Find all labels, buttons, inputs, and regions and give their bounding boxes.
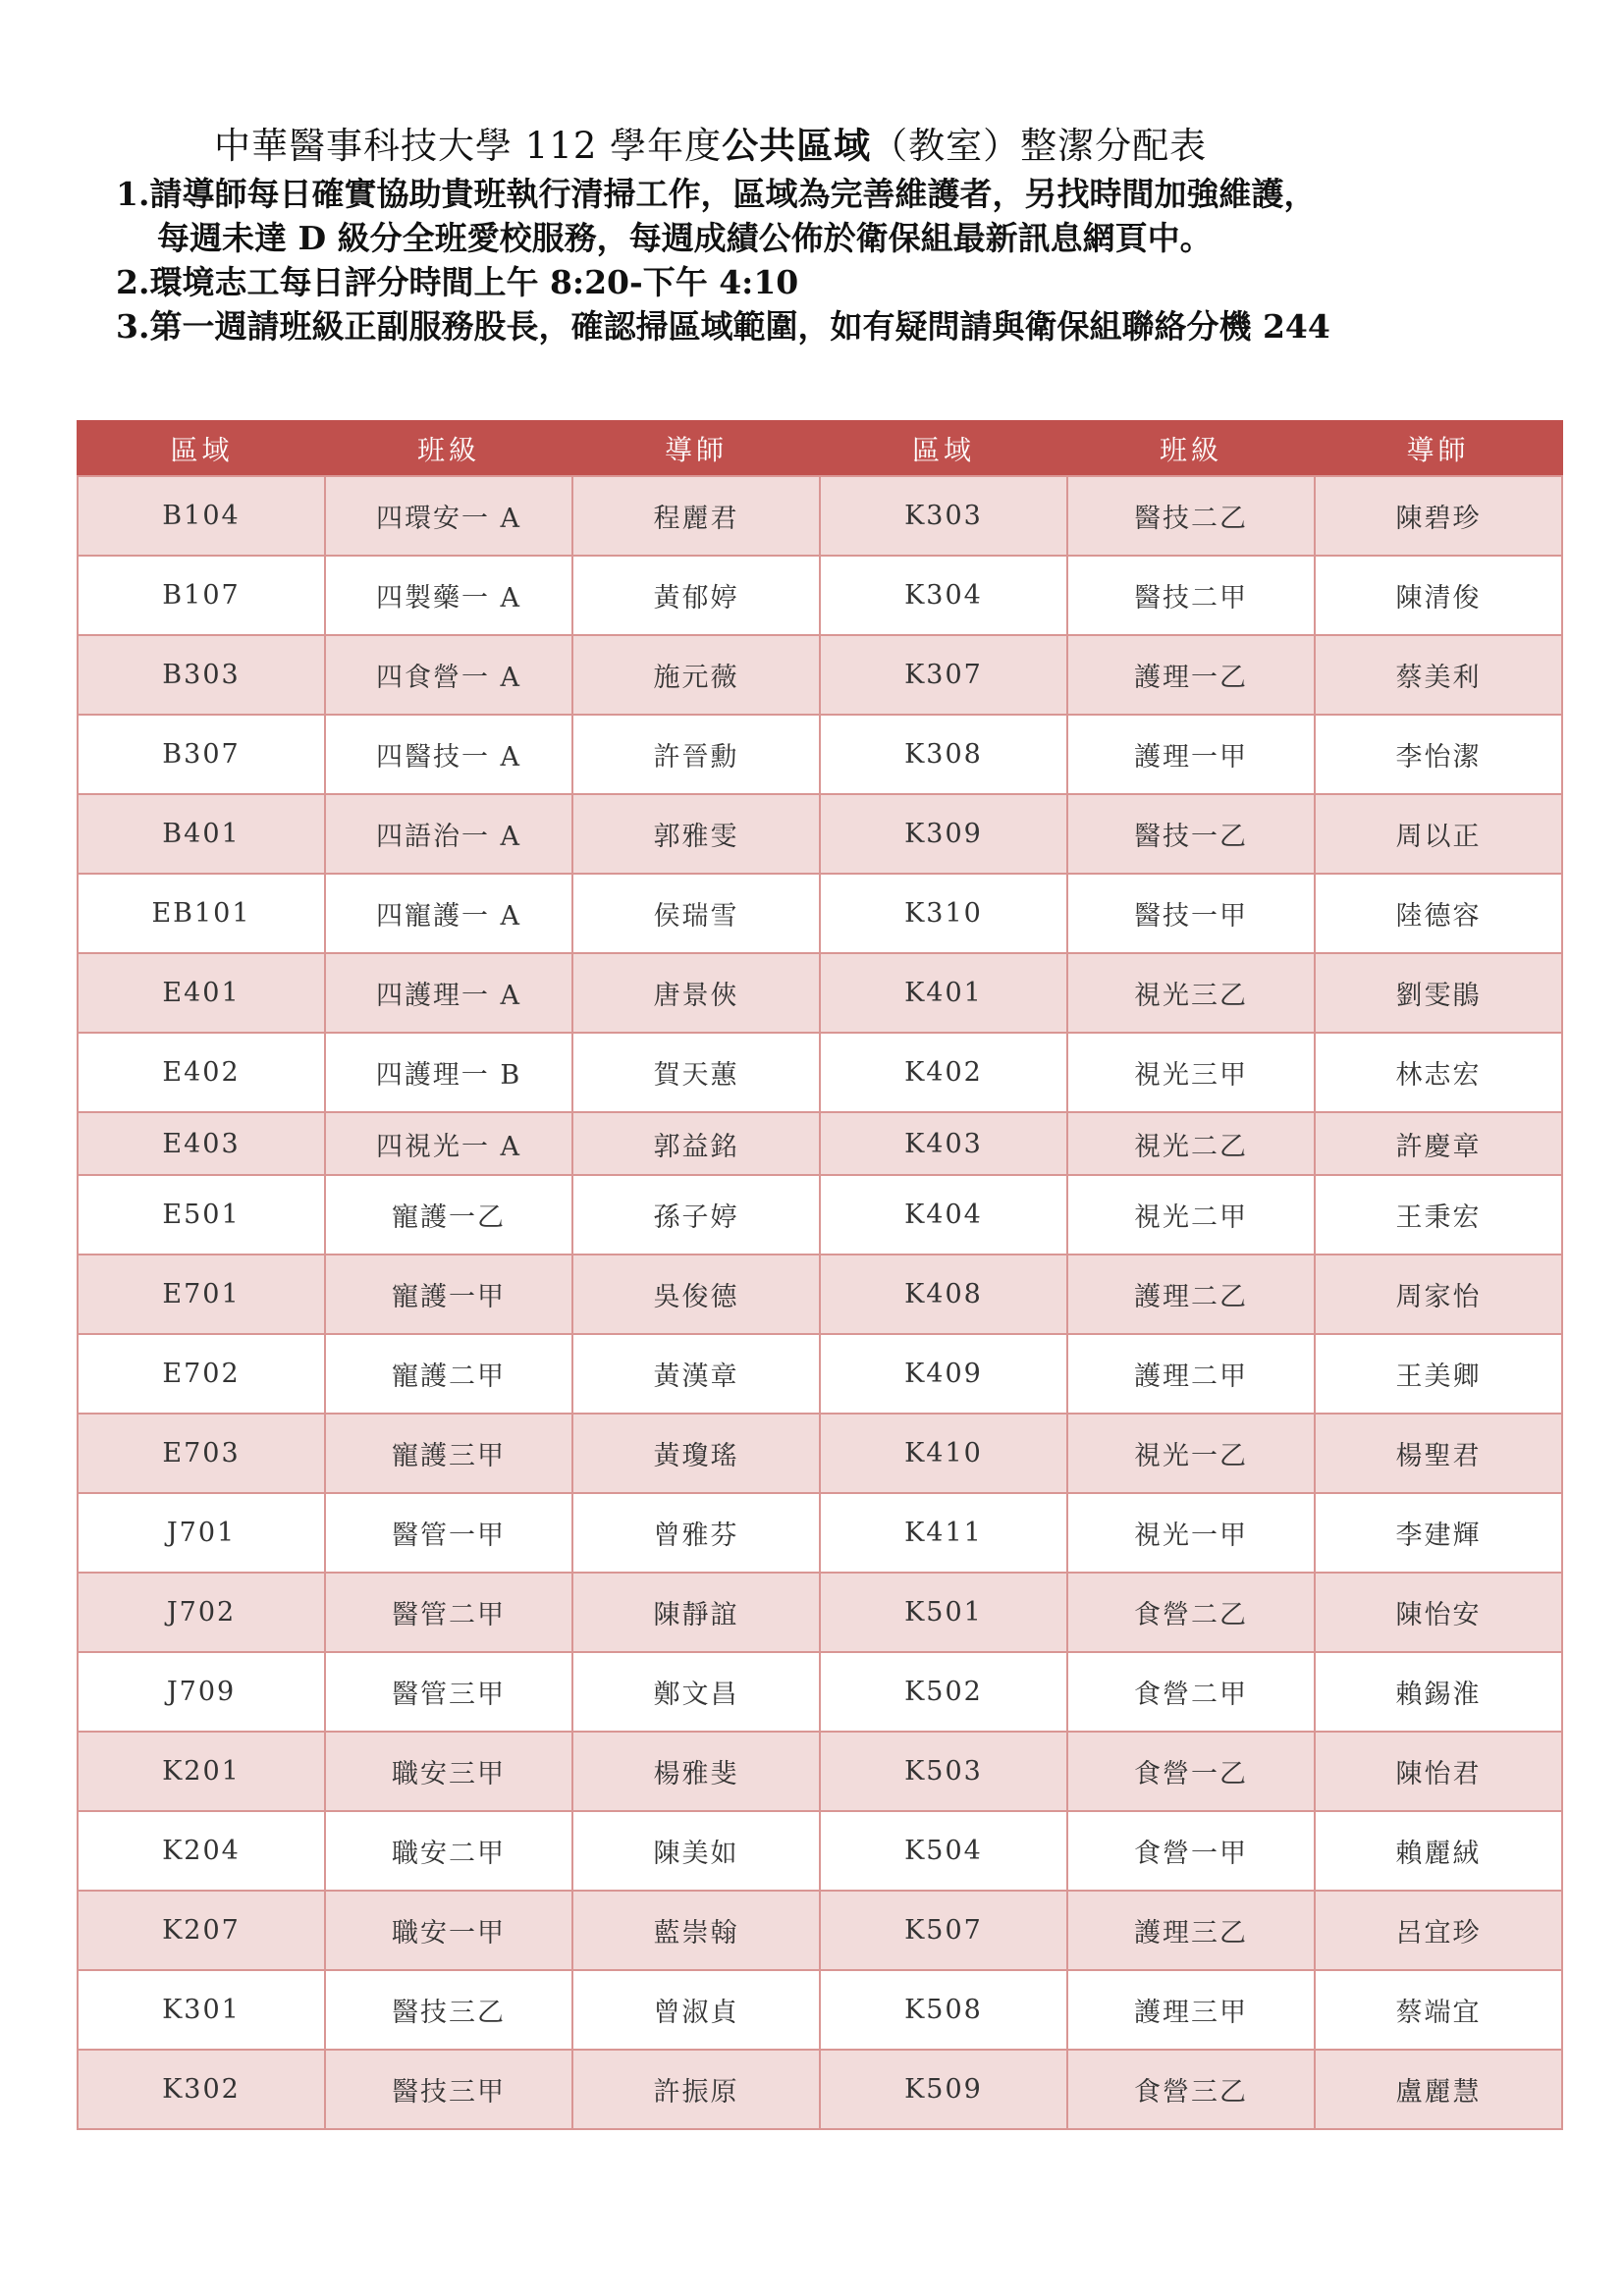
area-cell-2: K504 <box>820 1811 1067 1891</box>
area-cell-2: K409 <box>820 1334 1067 1414</box>
area-cell: E403 <box>78 1112 325 1175</box>
header-area-2: 區域 <box>911 434 975 466</box>
header-area: 區域 <box>170 434 234 466</box>
area-cell: B104 <box>78 476 325 556</box>
title-part-1: 中華醫事科技大學 112 學年度 <box>214 125 723 167</box>
area-cell-2: K501 <box>820 1573 1067 1652</box>
class-cell: 醫技三甲 <box>325 2050 572 2129</box>
class-cell: 醫管三甲 <box>325 1652 572 1732</box>
class-cell-2: 視光二乙 <box>1067 1112 1315 1175</box>
class-cell-2: 視光一乙 <box>1067 1414 1315 1493</box>
class-cell: 四醫技一 A <box>325 715 572 794</box>
class-cell-2: 視光三乙 <box>1067 953 1315 1033</box>
area-cell-2: K402 <box>820 1033 1067 1112</box>
title-part-2: 公共區域 <box>722 124 872 167</box>
class-cell: 醫技三乙 <box>325 1970 572 2050</box>
area-cell: J702 <box>78 1573 325 1652</box>
area-cell: E702 <box>78 1334 325 1414</box>
teacher-cell: 侯瑞雪 <box>572 874 820 953</box>
class-cell-2: 護理一乙 <box>1067 635 1315 715</box>
table-row <box>78 1811 1562 1891</box>
class-cell: 職安三甲 <box>325 1732 572 1811</box>
teacher-cell: 吳俊德 <box>572 1255 820 1334</box>
class-cell: 四護理一 B <box>325 1033 572 1112</box>
table-row <box>78 1652 1562 1732</box>
class-cell: 醫管一甲 <box>325 1493 572 1573</box>
area-cell-2: K308 <box>820 715 1067 794</box>
document-header <box>116 120 1549 348</box>
area-cell-2: K508 <box>820 1970 1067 2050</box>
area-cell: E703 <box>78 1414 325 1493</box>
area-cell-2: K403 <box>820 1112 1067 1175</box>
teacher-cell: 鄭文昌 <box>572 1652 820 1732</box>
area-cell: B307 <box>78 715 325 794</box>
class-cell-2: 食營二乙 <box>1067 1573 1315 1652</box>
note-1: 1.請導師每日確實協助貴班執行清掃工作，區域為完善維護者，另找時間加強維護， <box>116 175 1317 213</box>
area-cell: K201 <box>78 1732 325 1811</box>
area-cell: B303 <box>78 635 325 715</box>
teacher-cell-2: 呂宜珍 <box>1315 1891 1562 1970</box>
table-row <box>78 635 1562 715</box>
table-row <box>78 874 1562 953</box>
teacher-cell-2: 盧麗慧 <box>1315 2050 1562 2129</box>
class-cell: 四視光一 A <box>325 1112 572 1175</box>
area-cell-2: K309 <box>820 794 1067 874</box>
teacher-cell: 賀天蕙 <box>572 1033 820 1112</box>
teacher-cell: 唐景俠 <box>572 953 820 1033</box>
area-cell: E701 <box>78 1255 325 1334</box>
class-cell: 四護理一 A <box>325 953 572 1033</box>
class-cell-2: 護理三甲 <box>1067 1970 1315 2050</box>
area-cell: E401 <box>78 953 325 1033</box>
teacher-cell: 陳靜誼 <box>572 1573 820 1652</box>
teacher-cell-2: 李建輝 <box>1315 1493 1562 1573</box>
class-cell: 醫管二甲 <box>325 1573 572 1652</box>
teacher-cell: 郭益銘 <box>572 1112 820 1175</box>
teacher-cell: 曾淑貞 <box>572 1970 820 2050</box>
area-cell: EB101 <box>78 874 325 953</box>
class-cell-2: 護理二甲 <box>1067 1334 1315 1414</box>
teacher-cell: 黃瓊瑤 <box>572 1414 820 1493</box>
teacher-cell-2: 賴錫淮 <box>1315 1652 1562 1732</box>
teacher-cell-2: 蔡美利 <box>1315 635 1562 715</box>
class-cell-2: 食營二甲 <box>1067 1652 1315 1732</box>
area-cell: B401 <box>78 794 325 874</box>
area-cell: K301 <box>78 1970 325 2050</box>
table-row <box>78 1033 1562 1112</box>
area-cell: K302 <box>78 2050 325 2129</box>
header-class: 班級 <box>416 434 480 466</box>
teacher-cell-2: 周以正 <box>1315 794 1562 874</box>
teacher-cell-2: 劉雯鵑 <box>1315 953 1562 1033</box>
class-cell: 四環安一 A <box>325 476 572 556</box>
table-row <box>78 1891 1562 1970</box>
area-cell: B107 <box>78 556 325 635</box>
class-cell: 四寵護一 A <box>325 874 572 953</box>
title-part-3: （教室）整潔分配表 <box>871 125 1208 167</box>
area-cell: K207 <box>78 1891 325 1970</box>
area-cell-2: K307 <box>820 635 1067 715</box>
teacher-cell-2: 陳怡安 <box>1315 1573 1562 1652</box>
area-cell-2: K408 <box>820 1255 1067 1334</box>
teacher-cell: 許晉勳 <box>572 715 820 794</box>
header-class-2: 班級 <box>1159 434 1222 466</box>
teacher-cell-2: 王美卿 <box>1315 1334 1562 1414</box>
teacher-cell: 陳美如 <box>572 1811 820 1891</box>
table-row <box>78 556 1562 635</box>
teacher-cell: 程麗君 <box>572 476 820 556</box>
note-1-continued: 每週未達 D 級分全班愛校服務，每週成績公佈於衛保組最新訊息網頁中。 <box>157 219 1213 257</box>
table-row <box>78 1112 1562 1175</box>
class-cell: 四食營一 A <box>325 635 572 715</box>
area-cell: K204 <box>78 1811 325 1891</box>
teacher-cell-2: 蔡端宜 <box>1315 1970 1562 2050</box>
teacher-cell-2: 陳碧珍 <box>1315 476 1562 556</box>
class-cell-2: 食營一乙 <box>1067 1732 1315 1811</box>
note-3: 3.第一週請班級正副服務股長，確認掃區域範圍，如有疑問請與衛保組聯絡分機 244 <box>116 307 1330 346</box>
teacher-cell-2: 王秉宏 <box>1315 1175 1562 1255</box>
note-2: 2.環境志工每日評分時間上午 8:20-下午 4:10 <box>116 263 799 301</box>
area-cell-2: K401 <box>820 953 1067 1033</box>
teacher-cell-2: 周家怡 <box>1315 1255 1562 1334</box>
table-row <box>78 1970 1562 2050</box>
table-row <box>78 1732 1562 1811</box>
area-cell-2: K410 <box>820 1414 1067 1493</box>
class-cell: 寵護一甲 <box>325 1255 572 1334</box>
area-cell-2: K507 <box>820 1891 1067 1970</box>
teacher-cell: 黃郁婷 <box>572 556 820 635</box>
class-cell-2: 護理一甲 <box>1067 715 1315 794</box>
class-cell: 四製藥一 A <box>325 556 572 635</box>
table-row <box>78 715 1562 794</box>
area-cell: E402 <box>78 1033 325 1112</box>
class-cell-2: 視光一甲 <box>1067 1493 1315 1573</box>
area-cell-2: K509 <box>820 2050 1067 2129</box>
area-cell-2: K310 <box>820 874 1067 953</box>
area-cell-2: K411 <box>820 1493 1067 1573</box>
class-cell: 寵護二甲 <box>325 1334 572 1414</box>
class-cell-2: 醫技一乙 <box>1067 794 1315 874</box>
teacher-cell: 楊雅斐 <box>572 1732 820 1811</box>
class-cell: 職安一甲 <box>325 1891 572 1970</box>
header-teacher: 導師 <box>664 434 728 466</box>
teacher-cell: 黃漢章 <box>572 1334 820 1414</box>
teacher-cell-2: 陳怡君 <box>1315 1732 1562 1811</box>
document-title <box>214 120 1549 172</box>
teacher-cell-2: 李怡潔 <box>1315 715 1562 794</box>
table-row <box>78 794 1562 874</box>
table-body <box>78 476 1562 2129</box>
cleaning-assignment-table <box>77 420 1563 2130</box>
table-row <box>78 1334 1562 1414</box>
class-cell-2: 醫技一甲 <box>1067 874 1315 953</box>
area-cell-2: K503 <box>820 1732 1067 1811</box>
table-row <box>78 1493 1562 1573</box>
teacher-cell: 藍崇翰 <box>572 1891 820 1970</box>
teacher-cell-2: 賴麗絨 <box>1315 1811 1562 1891</box>
teacher-cell-2: 林志宏 <box>1315 1033 1562 1112</box>
table-row <box>78 1255 1562 1334</box>
class-cell-2: 食營三乙 <box>1067 2050 1315 2129</box>
area-cell: J709 <box>78 1652 325 1732</box>
table-row <box>78 1414 1562 1493</box>
class-cell: 寵護一乙 <box>325 1175 572 1255</box>
class-cell: 寵護三甲 <box>325 1414 572 1493</box>
class-cell-2: 視光三甲 <box>1067 1033 1315 1112</box>
teacher-cell: 孫子婷 <box>572 1175 820 1255</box>
teacher-cell: 曾雅芬 <box>572 1493 820 1573</box>
area-cell-2: K303 <box>820 476 1067 556</box>
table-row <box>78 953 1562 1033</box>
class-cell-2: 護理二乙 <box>1067 1255 1315 1334</box>
area-cell: E501 <box>78 1175 325 1255</box>
teacher-cell: 許振原 <box>572 2050 820 2129</box>
table-row <box>78 1573 1562 1652</box>
class-cell-2: 醫技二甲 <box>1067 556 1315 635</box>
table-row <box>78 476 1562 556</box>
teacher-cell-2: 陸德容 <box>1315 874 1562 953</box>
teacher-cell-2: 許慶章 <box>1315 1112 1562 1175</box>
area-cell-2: K304 <box>820 556 1067 635</box>
class-cell: 職安二甲 <box>325 1811 572 1891</box>
header-teacher-2: 導師 <box>1406 434 1470 466</box>
table-row <box>78 1175 1562 1255</box>
table-header-row <box>78 421 1562 476</box>
area-cell: J701 <box>78 1493 325 1573</box>
class-cell-2: 食營一甲 <box>1067 1811 1315 1891</box>
class-cell: 四語治一 A <box>325 794 572 874</box>
teacher-cell-2: 楊聖君 <box>1315 1414 1562 1493</box>
class-cell-2: 醫技二乙 <box>1067 476 1315 556</box>
area-cell-2: K404 <box>820 1175 1067 1255</box>
class-cell-2: 視光二甲 <box>1067 1175 1315 1255</box>
area-cell-2: K502 <box>820 1652 1067 1732</box>
teacher-cell-2: 陳清俊 <box>1315 556 1562 635</box>
teacher-cell: 郭雅雯 <box>572 794 820 874</box>
class-cell-2: 護理三乙 <box>1067 1891 1315 1970</box>
table-row <box>78 2050 1562 2129</box>
teacher-cell: 施元薇 <box>572 635 820 715</box>
